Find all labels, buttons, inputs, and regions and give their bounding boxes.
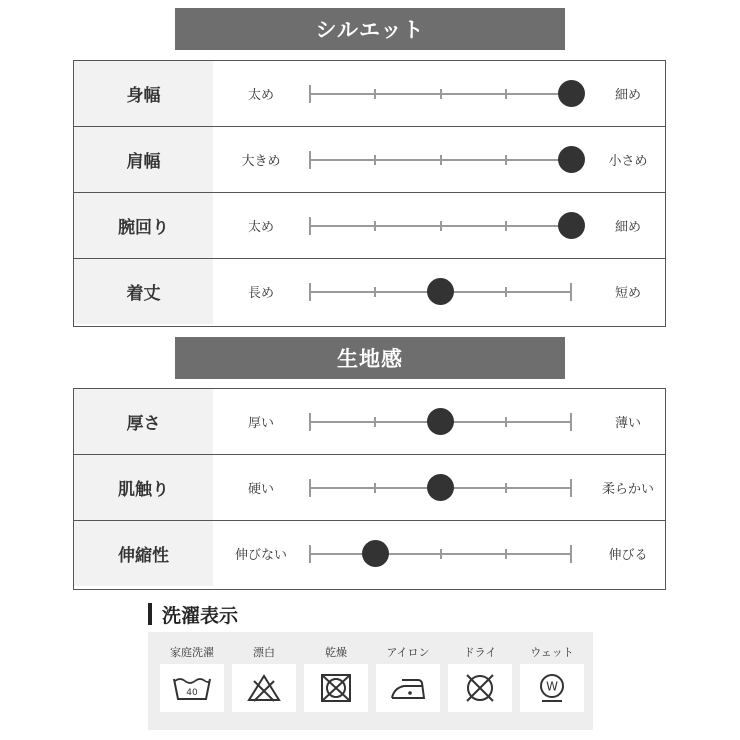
- scale-marker: [427, 474, 454, 501]
- scale-tick: [374, 417, 376, 427]
- silhouette-banner: [175, 8, 565, 50]
- scale-left-text: 大きめ: [241, 154, 281, 169]
- scale-tick: [309, 151, 311, 169]
- scale-right-text: 伸びる: [608, 548, 648, 563]
- wash-label: ウェット: [530, 646, 574, 659]
- no-bleach-icon: [232, 664, 296, 712]
- texture-title: 生地感: [337, 347, 403, 371]
- texture-banner: [175, 337, 565, 379]
- scale-tick: [440, 221, 442, 231]
- wash-item-wet: [520, 632, 584, 730]
- washing-title-text: 洗濯表示: [162, 604, 239, 627]
- scale-tick: [374, 89, 376, 99]
- wash-label: 家庭洗濯: [170, 646, 214, 659]
- scale-tick: [505, 483, 507, 493]
- row-label: 肌触り: [74, 455, 213, 520]
- wash-item-dry: [304, 632, 368, 730]
- wash-label: 乾燥: [325, 646, 347, 659]
- wash-item-home-wash: [160, 632, 224, 730]
- scale-tick: [440, 155, 442, 165]
- scale-marker: [427, 408, 454, 435]
- scale-right-text: 細め: [614, 220, 641, 235]
- scale-marker: [558, 212, 585, 239]
- row-label: 肩幅: [74, 127, 213, 192]
- row-label: 身幅: [74, 61, 213, 126]
- wash-label: ドライ: [463, 646, 497, 659]
- scale-tick: [440, 549, 442, 559]
- scale-tick: [374, 221, 376, 231]
- no-tumble-dry-icon: [304, 664, 368, 712]
- wash-item-dry-clean: [448, 632, 512, 730]
- scale-tick: [374, 155, 376, 165]
- rating-scale: [310, 521, 571, 586]
- row-length: [74, 258, 665, 324]
- wash-item-bleach: [232, 632, 296, 730]
- silhouette-title: シルエット: [315, 18, 425, 42]
- row-label: 腕回り: [74, 193, 213, 258]
- scale-tick: [505, 287, 507, 297]
- scale-tick: [570, 479, 572, 497]
- scale-right-text: 小さめ: [608, 154, 648, 169]
- scale-marker: [427, 278, 454, 305]
- scale-tick: [309, 217, 311, 235]
- wash-label: 漂白: [253, 646, 275, 659]
- scale-tick: [374, 483, 376, 493]
- scale-marker: [558, 80, 585, 107]
- rating-scale: [310, 127, 571, 192]
- washing-title: [148, 601, 238, 627]
- wash-item-iron: [376, 632, 440, 730]
- rating-scale: [310, 193, 571, 258]
- scale-tick: [570, 413, 572, 431]
- scale-right-text: 柔らかい: [601, 482, 654, 497]
- scale-left-text: 硬い: [247, 482, 274, 497]
- scale-tick: [440, 89, 442, 99]
- row-label: 伸縮性: [74, 521, 213, 586]
- scale-marker: [362, 540, 389, 567]
- rating-scale: [310, 259, 571, 324]
- scale-right-text: 短め: [614, 286, 641, 301]
- scale-left-text: 太め: [247, 88, 274, 103]
- title-bar-decoration: [148, 603, 152, 625]
- scale-tick: [505, 89, 507, 99]
- scale-tick: [505, 417, 507, 427]
- home-wash-40-icon: [160, 664, 224, 712]
- wet-clean-icon: [520, 664, 584, 712]
- row-thickness: [74, 389, 665, 454]
- scale-tick: [374, 287, 376, 297]
- no-dry-clean-icon: [448, 664, 512, 712]
- rating-scale: [310, 61, 571, 126]
- row-body-width: [74, 61, 665, 126]
- scale-tick: [570, 283, 572, 301]
- texture-table: [73, 388, 666, 590]
- scale-tick: [309, 85, 311, 103]
- scale-marker: [558, 146, 585, 173]
- scale-tick: [505, 221, 507, 231]
- row-label: 着丈: [74, 259, 213, 324]
- scale-tick: [309, 283, 311, 301]
- wet-letter-text: W: [546, 679, 558, 694]
- scale-right-text: 細め: [614, 88, 641, 103]
- iron-low-icon: [376, 664, 440, 712]
- scale-tick: [570, 545, 572, 563]
- silhouette-table: [73, 60, 666, 327]
- row-arm-girth: [74, 192, 665, 258]
- scale-right-text: 薄い: [614, 416, 641, 431]
- scale-left-text: 太め: [247, 220, 274, 235]
- scale-tick: [505, 155, 507, 165]
- scale-left-text: 厚い: [247, 416, 274, 431]
- scale-left-text: 長め: [247, 286, 274, 301]
- scale-tick: [309, 479, 311, 497]
- scale-tick: [309, 413, 311, 431]
- scale-tick: [505, 549, 507, 559]
- scale-tick: [309, 545, 311, 563]
- washing-panel: [148, 632, 593, 730]
- rating-scale: [310, 455, 571, 520]
- wash-temp-text: 40: [186, 688, 198, 698]
- row-label: 厚さ: [74, 389, 213, 454]
- row-feel: [74, 454, 665, 520]
- row-shoulder-width: [74, 126, 665, 192]
- scale-left-text: 伸びない: [234, 548, 287, 563]
- rating-scale: [310, 389, 571, 454]
- row-stretch: [74, 520, 665, 586]
- wash-label: アイロン: [386, 646, 430, 659]
